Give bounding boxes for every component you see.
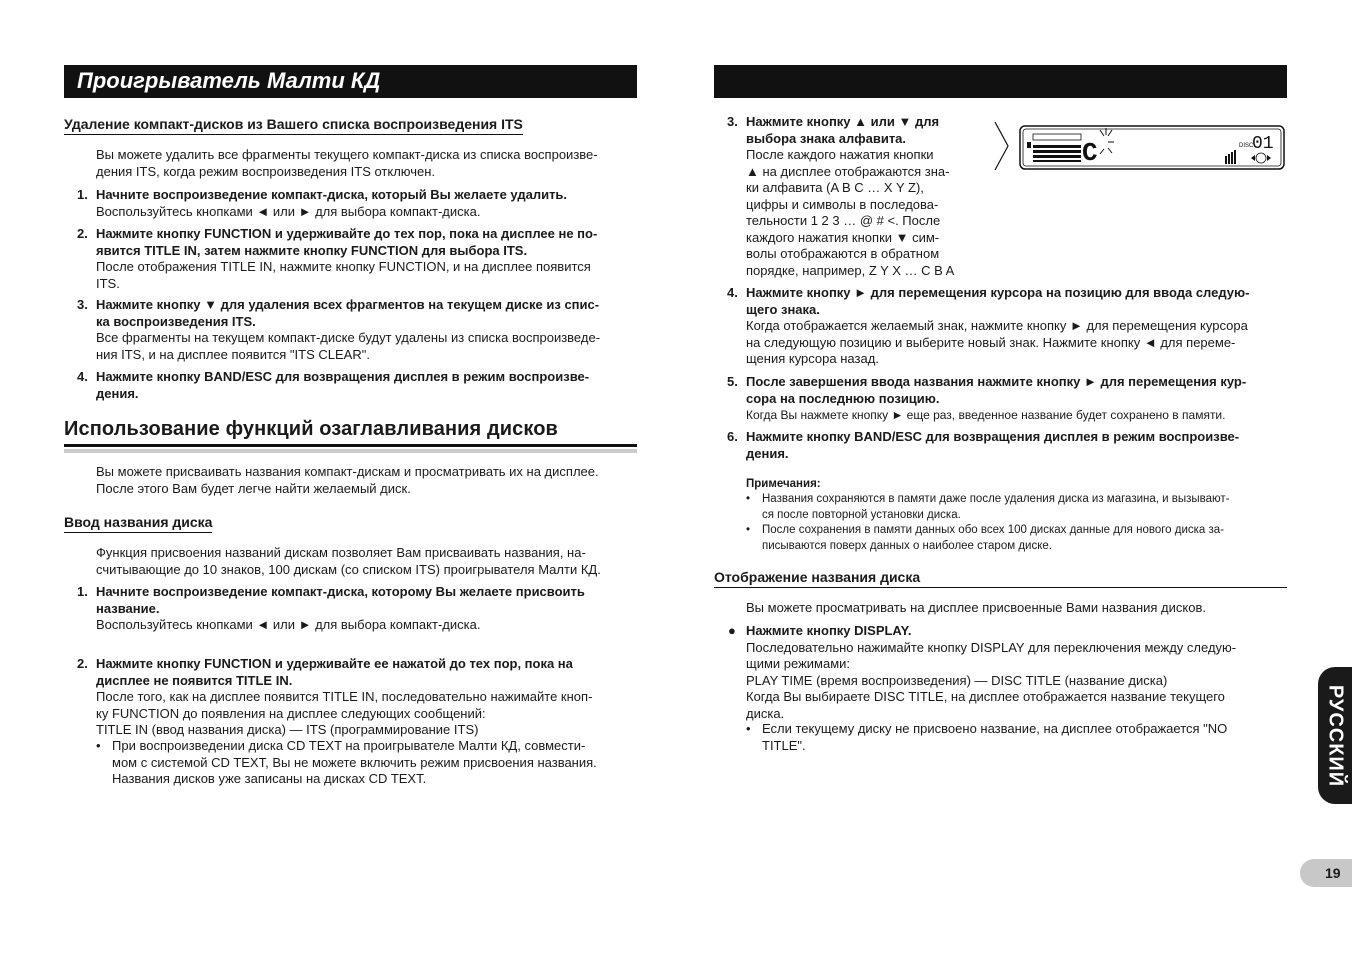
display-name-intro: Вы можете просматривать на дисплее присвоенные Вами названия дисков. xyxy=(746,600,1206,615)
section-heading-titling: Использование функций озаглавливания дисков xyxy=(64,418,558,440)
right-step-6: 6. Нажмите кнопку BAND/ESC для возвращения дисплея в режим воспроизве- дения. xyxy=(727,429,1240,461)
note-2: • После сохранения в памяти данных обо всех 100 дисках данные для нового диска за- писываются поверх данных о наиболее старом диске. xyxy=(746,524,1225,552)
cd-text-bullet: • При воспроизведении диска CD TEXT на проигрывателе Малти КД, совмести- мом с системой CD TEXT, Вы не можете включить режим присвоения названия. Названия дисков уже записаны на дисках CD TEXT. xyxy=(96,738,597,786)
lcd-disc-number: 01 xyxy=(1252,134,1274,154)
page-number-badge xyxy=(1300,859,1352,887)
page-banner xyxy=(64,65,637,98)
section-title-its-delete: Удаление компакт-дисков из Вашего списка воспроизведения ITS xyxy=(64,116,523,135)
right-step-4: 4. Нажмите кнопку ► для перемещения курсора на позицию для ввода следую- щего знака. Когда отображается желаемый знак, нажмите кнопку ► для перемещения курсора на следующую позицию и выберите новый знак. Нажмите кнопку ◄ для переме- щения курсора назад. xyxy=(727,285,1250,366)
heading-grey-bar xyxy=(64,449,637,453)
enter-step-2: 2. Нажмите кнопку FUNCTION и удерживайте ее нажатой до тех пор, пока на дисплее не появится TITLE IN. После того, как на дисплее появится TITLE IN, последовательно нажимайте кноп- ку FUNCTION до появления на дисплее следующих сообщений: TITLE IN (ввод названия диска) — ITS (программирование ITS) xyxy=(77,656,593,737)
heading-rule xyxy=(64,444,637,447)
display-step: ● Нажмите кнопку DISPLAY. Последовательно нажимайте кнопку DISPLAY для переключения между следую- щими режимами: PLAY TIME (время воспроизведения) — DISC TITLE (название диска) Когда Вы выбираете DISC TITLE, на дисплее отображается название текущего диска. xyxy=(728,623,1237,721)
language-tab-label: РУССКИЙ xyxy=(1324,684,1347,787)
right-step-5: 5. После завершения ввода названия нажмите кнопку ► для перемещения кур- сора на последнюю позицию. Когда Вы нажмете кнопку ► еще раз, введенное название будет сохранено в памяти. xyxy=(727,374,1247,422)
lcd-char: C xyxy=(1082,138,1098,168)
enter-name-intro: Функция присвоения названий дискам позволяет Вам присваивать названия, на- считывающие до 10 знаков, 100 дискам (со списком ITS) проигрывателя Малти КД. xyxy=(96,545,601,577)
page-banner-title: Проигрыватель Малти КД xyxy=(77,68,381,93)
right-banner xyxy=(714,65,1287,98)
its-step-3: 3. Нажмите кнопку ▼ для удаления всех фрагментов на текущем диске из спис- ка воспроизведения ITS. Все фрагменты на текущем компакт-диске будут удалены из списка воспроизведе- ния ITS, и на дисплее появится "ITS CLEAR". xyxy=(77,297,601,362)
right-step-3: 3. Нажмите кнопку ▲ или ▼ для выбора знака алфавита. После каждого нажатия кнопки ▲ на дисплее отображаются зна- ки алфавита (A B C … X Y Z), цифры и символы в последова- тельности 1 2 3 … @ # <. После каждого нажатия кнопки ▼ сим- волы отображаются в обратном порядке, например, Z Y X … C B A xyxy=(727,114,955,278)
notes-title: Примечания: xyxy=(746,478,821,490)
its-step-4: 4. Нажмите кнопку BAND/ESC для возвращения дисплея в режим воспроизве- дения. xyxy=(77,369,590,401)
no-title-bullet: • Если текущему диску не присвоено название, на дисплее отображается "NO TITLE". xyxy=(746,721,1228,753)
page-number: 19 xyxy=(1325,865,1341,881)
lcd-display-illustration xyxy=(993,120,1287,172)
lcd-disc-label: DISC xyxy=(1239,143,1254,149)
its-step-2: 2. Нажмите кнопку FUNCTION и удерживайте до тех пор, пока на дисплее не по- явится TITLE IN, затем нажмите кнопку FUNCTION для выбора ITS. После отображения TITLE IN, нажмите кнопку FUNCTION, и на дисплее появится ITS. xyxy=(77,226,598,291)
titling-intro: Вы можете присваивать названия компакт-дискам и просматривать их на дисплее. После этого Вам будет легче найти желаемый диск. xyxy=(96,464,599,496)
language-tab xyxy=(1318,667,1352,804)
section-title-display-name: Отображение названия диска xyxy=(714,569,1287,588)
its-delete-intro: Вы можете удалить все фрагменты текущего компакт-диска из списка воспроизве- дения ITS, когда режим воспроизведения ITS отключен. xyxy=(96,147,598,179)
section-title-enter-name: Ввод названия диска xyxy=(64,514,212,533)
note-1: • Названия сохраняются в памяти даже после удаления диска из магазина, и вызывают- ся после повторной установки диска. xyxy=(746,493,1230,521)
its-step-1: 1. Начните воспроизведение компакт-диска, который Вы желаете удалить. Воспользуйтесь кнопками ◄ или ► для выбора компакт-диска. xyxy=(77,187,568,219)
enter-step-1: 1. Начните воспроизведение компакт-диска, которому Вы желаете присвоить название. Воспользуйтесь кнопками ◄ или ► для выбора компакт-диска. xyxy=(77,584,585,632)
